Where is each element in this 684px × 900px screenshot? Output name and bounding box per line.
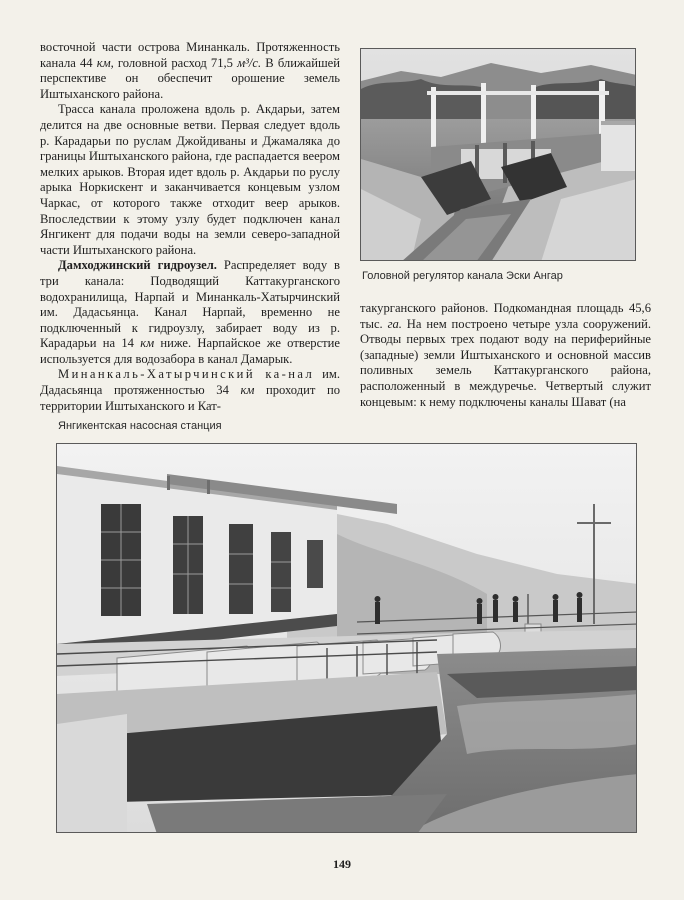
top-photo-caption: Головной регулятор канала Эски Ангар bbox=[362, 270, 563, 282]
section-heading: Дамходжинский гидроузел. bbox=[58, 258, 217, 273]
page-number: 149 bbox=[333, 857, 351, 871]
pumping-station-photo bbox=[56, 443, 637, 833]
paragraph-4: Минанкаль-Хатырчинский ка-нал им. Дадасьянца протяженностью 34 км проходит по территории Иштыханского и Кат- bbox=[40, 367, 340, 413]
left-text-column bbox=[40, 40, 340, 414]
right-text-column bbox=[360, 301, 651, 410]
regulator-illustration bbox=[361, 49, 636, 261]
paragraph-5: такурганского районов. Подкомандная площадь 45,6 тыс. га. На нем построено четыре узла сооружений. Отводы первых трех подают воду на периферийные (западные) земли Иштыханского и основной массив поливных земель Каттакурганского района, расположенный в междуречье. Четвертый служит концевым: к нему подключены каналы Шават (на bbox=[360, 301, 651, 409]
pumping-station-illustration bbox=[57, 444, 637, 833]
bottom-photo-caption: Янгикентская насосная станция bbox=[58, 420, 222, 432]
canal-head-regulator-photo bbox=[360, 48, 636, 261]
paragraph-3: Дамходжинский гидроузел. Распределяет воду в три канала: Подводящий Каттакурганского водохранилища, Нарпай и Минанкаль-Хатырчинский им. Дадасьянца. Канал Нарпай, временно не подключенный к гидроузлу, забирает воду из р. Карадарьи на 14 км ниже. Нарпайское же отверстие используется для водозабора в канал Дамарык. bbox=[40, 258, 341, 366]
paragraph-2: Трасса канала проложена вдоль р. Акдарьи, затем делится на две основные ветви. Первая следует вдоль р. Карадарьи по руслам Джойдиваны и Джамаляка до границы Иштыханского района, где распадается веером мелких арыков. Вторая идет вдоль р. Акдарьи по руслу арыка Норкискент и заканчивается концевым узлом Чаркас, от которого также отходит веер арыков. Впоследствии к этому узлу будет подключен канал Янгикент для подачи воды на земли северо-западной части Иштыханского района. bbox=[40, 102, 340, 257]
paragraph-1: восточной части острова Минанкаль. Протяженность канала 44 км, головной расход 71,5 м³/с. В ближайшей перспективе он обеспечит орошение земель Иштыханского района. bbox=[40, 40, 340, 101]
